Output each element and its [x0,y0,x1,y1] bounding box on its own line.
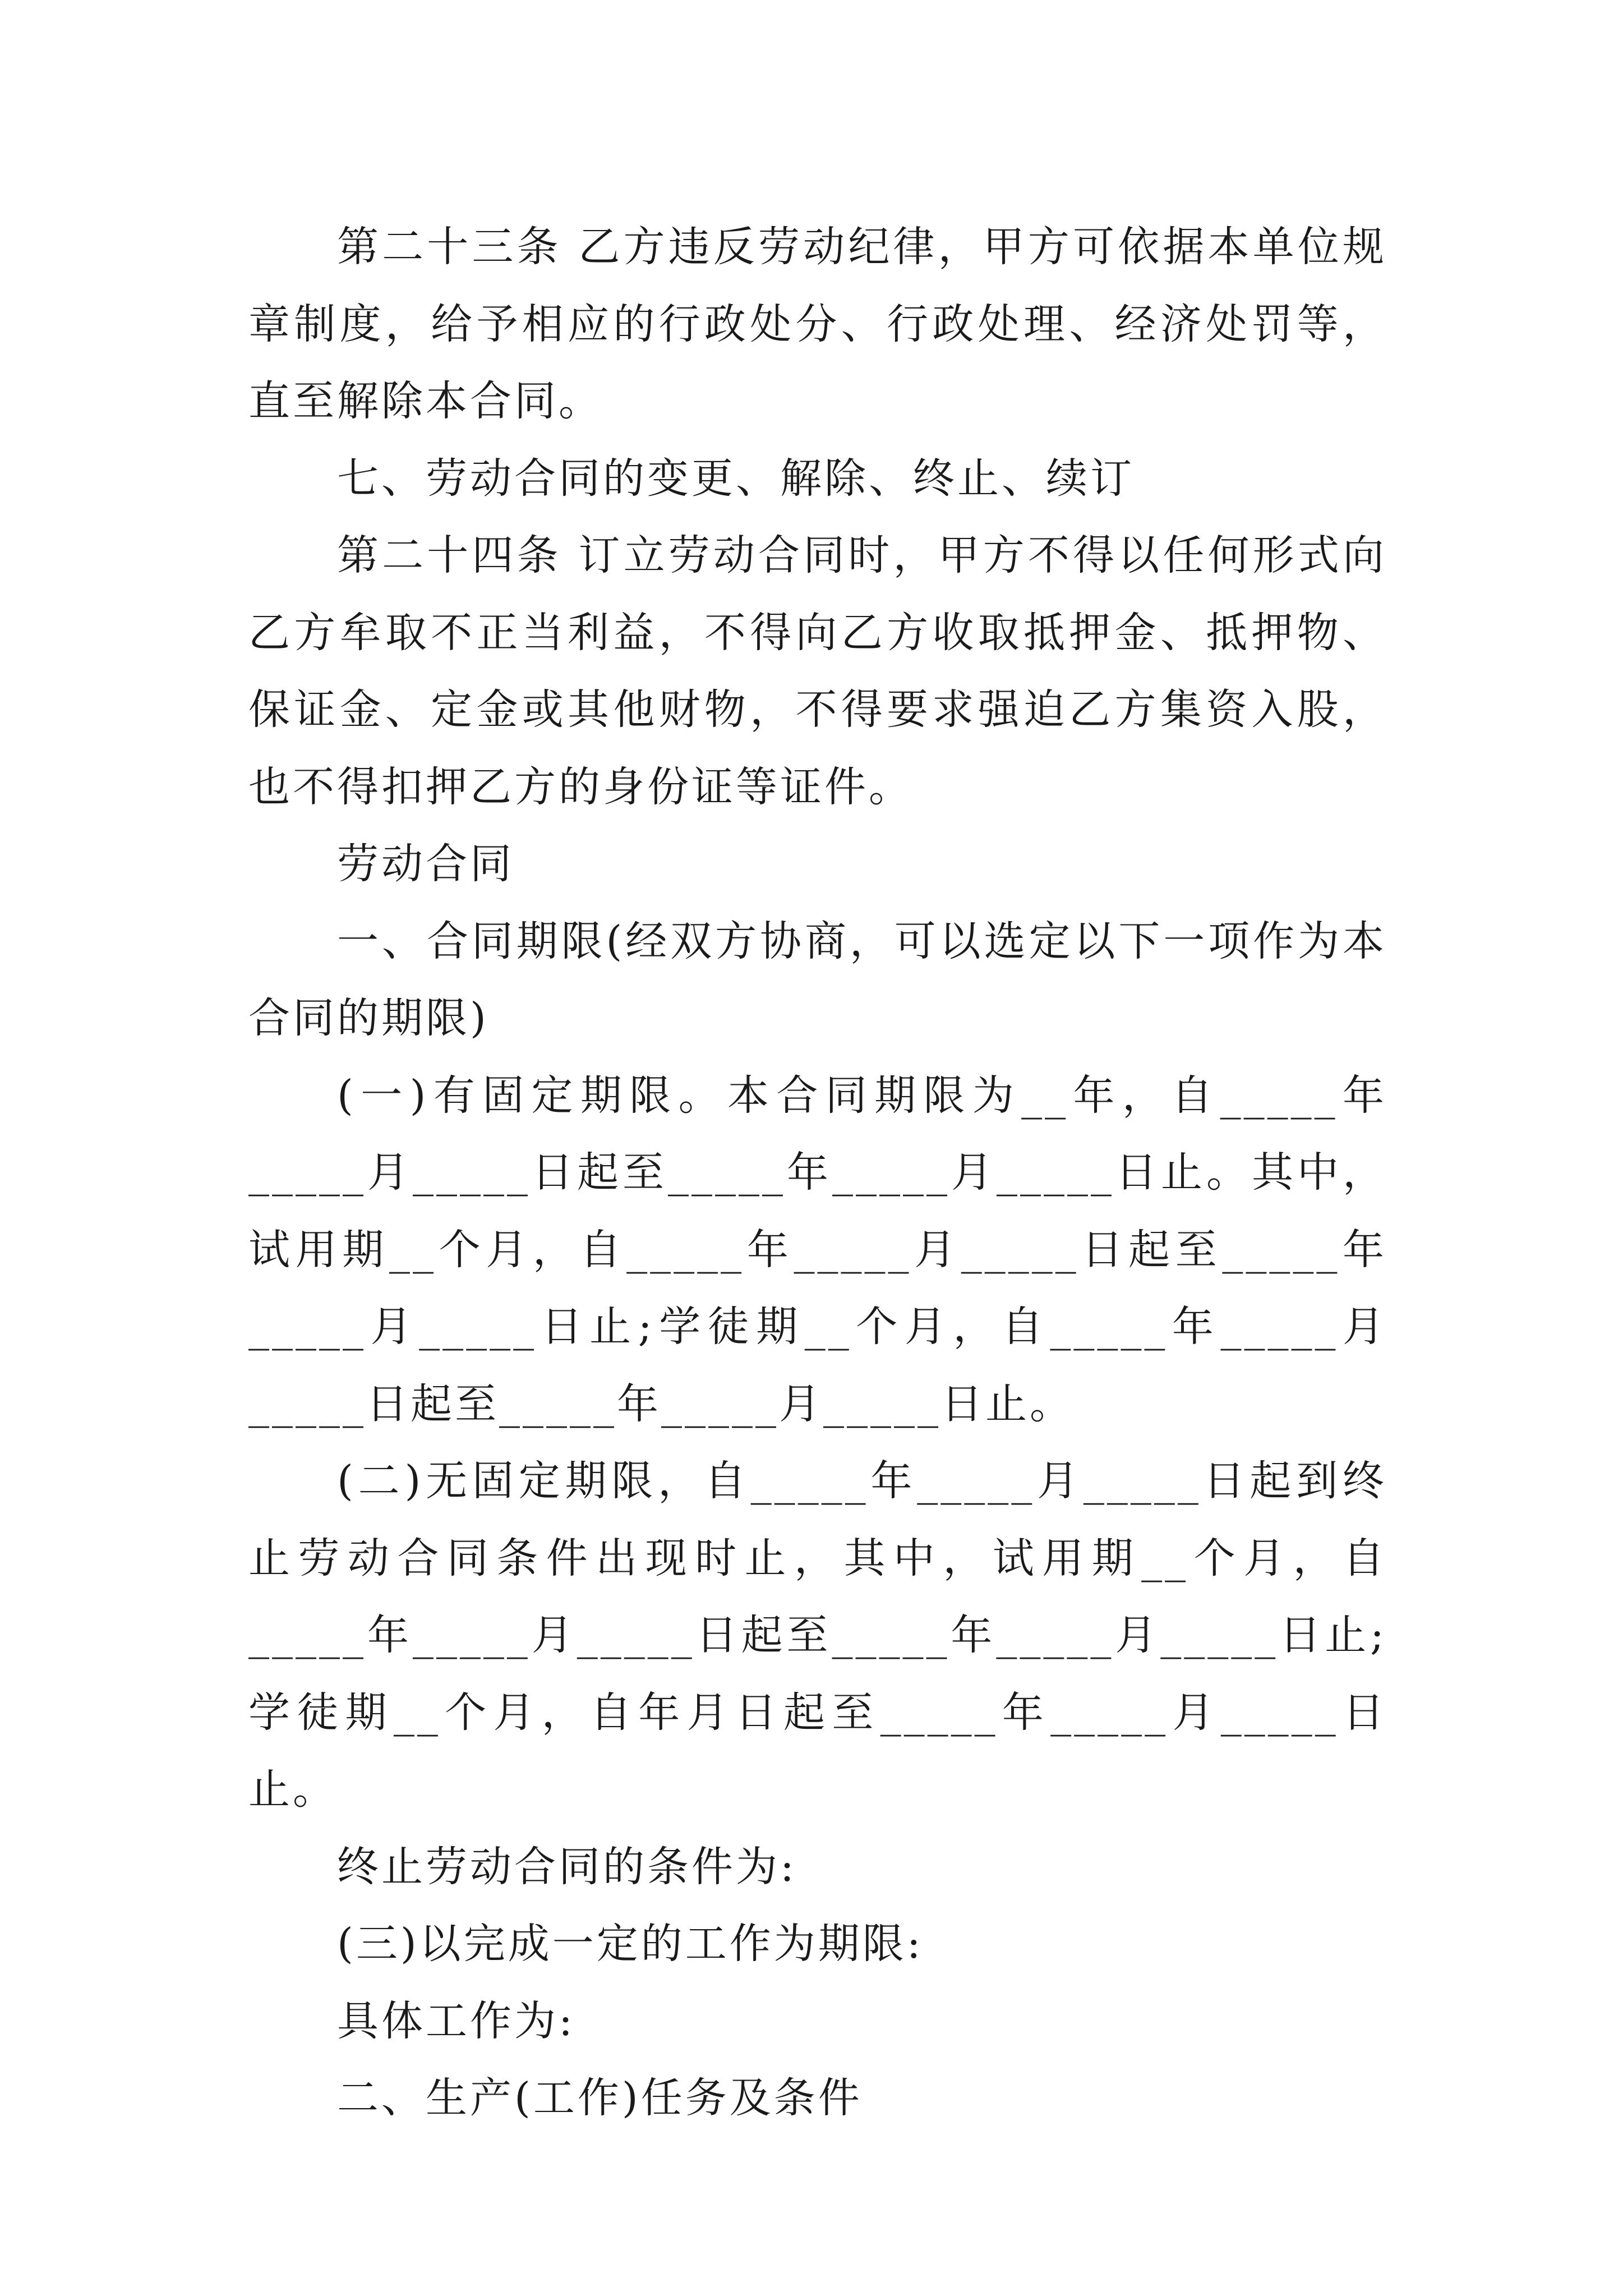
contract-title: 劳动合同 [337,840,514,888]
paragraph-article-23: 第二十三条 乙方违反劳动纪律，甲方可依据本单位规章制度，给予相应的行政处分、行政处理、经济处罚等，直至解除本合同。 [248,223,1387,425]
section-heading-1: 一、合同期限(经双方协商，可以选定以下一项作为本合同的期限) [248,917,1387,1042]
paragraph-specific-work: 具体工作为: [337,1996,575,2045]
paragraph-termination-conditions: 终止劳动合同的条件为: [337,1842,797,1891]
paragraph-task-term: (三)以完成一定的工作为期限: [337,1920,924,1968]
section-heading-7: 七、劳动合同的变更、解除、终止、续订 [337,454,1135,503]
paragraph-open-term: (二)无固定期限，自_____年_____月_____日起到终止劳动合同条件出现时止，其中，试用期__个月，自_____年_____月_____日起至_____年_____月_____日止;学徒期__个月，自年月日起至_____年_____月_____日止。 [248,1457,1387,1814]
section-heading-2: 二、生产(工作)任务及条件 [337,2074,863,2122]
paragraph-article-24: 第二十四条 订立劳动合同时，甲方不得以任何形式向乙方牟取不正当利益，不得向乙方收取抵押金、抵押物、保证金、定金或其他财物，不得要求强迫乙方集资入股，也不得扣押乙方的身份证等证件。 [248,531,1387,811]
paragraph-fixed-term: (一)有固定期限。本合同期限为__年，自_____年_____月_____日起至_____年_____月_____日止。其中，试用期__个月，自_____年_____月_____日起至_____年_____月_____日止;学徒期__个月，自_____年_____月_____日起至_____年_____月_____日止。 [248,1071,1387,1428]
document-body [248,209,1387,2137]
